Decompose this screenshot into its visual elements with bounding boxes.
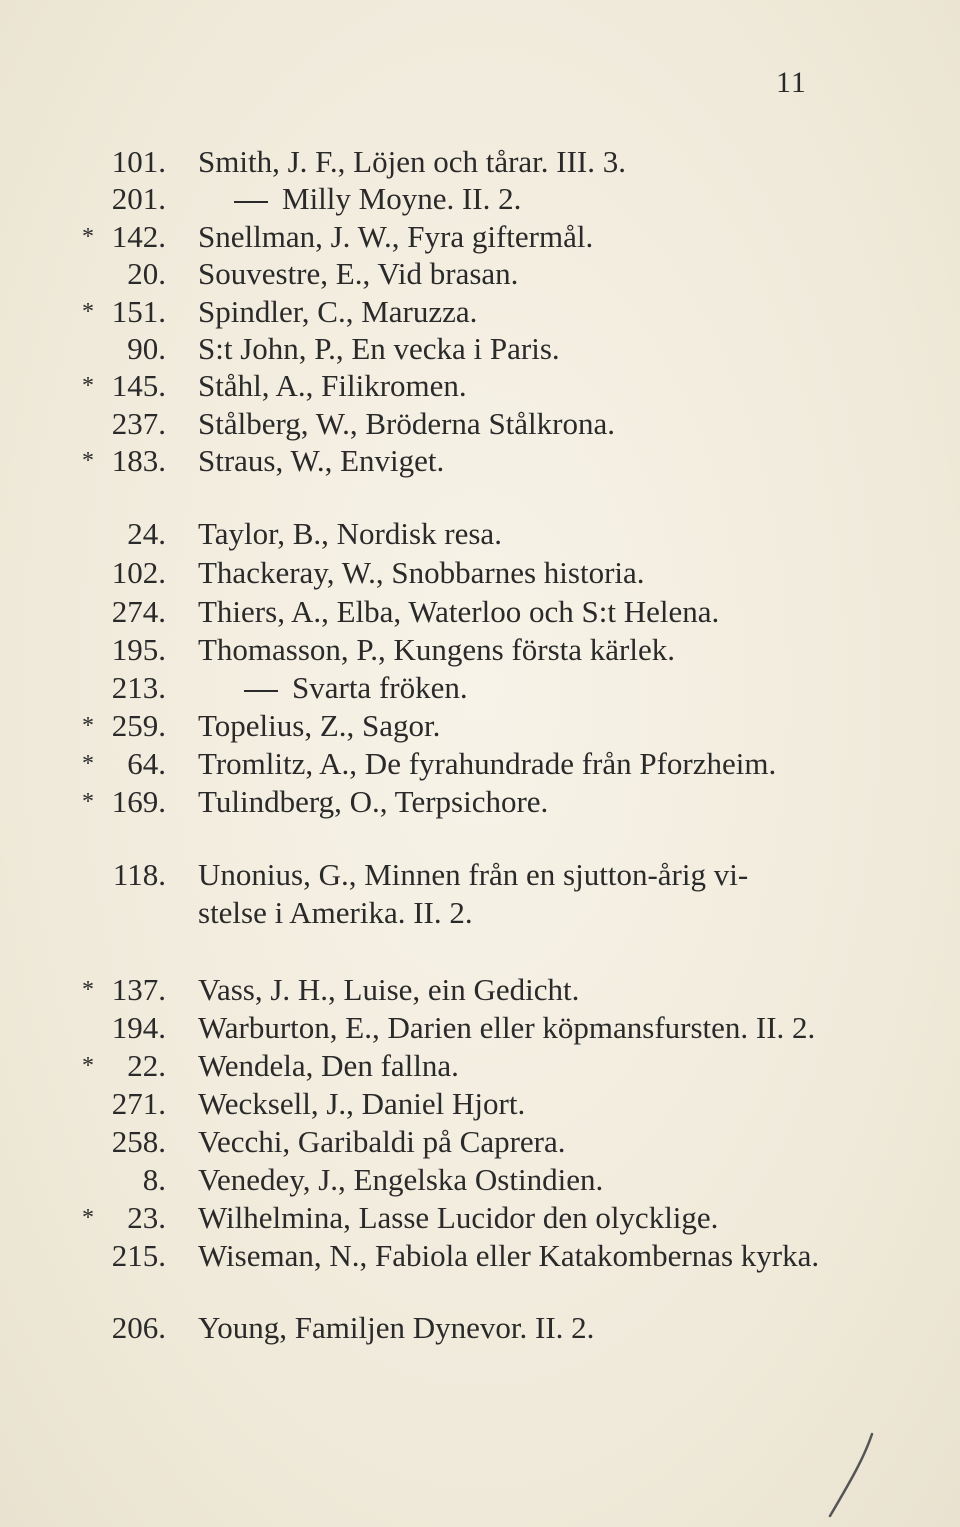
entry-text: Stålberg, W., Bröderna Stålkrona. bbox=[198, 406, 616, 441]
entry-number: 64. bbox=[127, 746, 166, 781]
entry-text: Unonius, G., Minnen från en sjutton-årig vi- bbox=[198, 857, 749, 892]
entry-number: 274. bbox=[111, 594, 166, 629]
ditto-dash bbox=[234, 201, 268, 203]
entry-text: Svarta fröken. bbox=[292, 670, 468, 705]
asterisk-mark: * bbox=[82, 751, 94, 777]
asterisk-mark: * bbox=[82, 977, 94, 1003]
asterisk-mark: * bbox=[82, 299, 94, 325]
entry-number: 201. bbox=[111, 181, 166, 216]
ditto-dash bbox=[244, 690, 278, 692]
entry-number: 118. bbox=[112, 857, 166, 892]
entry-number: 20. bbox=[127, 256, 166, 291]
entry-text: Wendela, Den fallna. bbox=[198, 1048, 459, 1083]
asterisk-mark: * bbox=[82, 1205, 94, 1231]
entry-text: Snellman, J. W., Fyra giftermål. bbox=[198, 219, 594, 254]
entry-number: 271. bbox=[111, 1086, 166, 1121]
entry-number: 24. bbox=[127, 516, 166, 551]
entry-number: 195. bbox=[111, 632, 166, 667]
asterisk-mark: * bbox=[82, 713, 94, 739]
asterisk-mark: * bbox=[82, 448, 94, 474]
entry-number: 90. bbox=[127, 331, 166, 366]
entry-text: Young, Familjen Dynevor. II. 2. bbox=[198, 1310, 595, 1345]
entry-continuation: stelse i Amerika. II. 2. bbox=[198, 895, 473, 930]
page-number: 11 bbox=[776, 66, 807, 99]
entry-text: Taylor, B., Nordisk resa. bbox=[198, 516, 502, 551]
entry-number: 151. bbox=[111, 294, 166, 329]
entry-text: Vass, J. H., Luise, ein Gedicht. bbox=[198, 972, 580, 1007]
pencil-slash-mark bbox=[820, 1430, 880, 1520]
asterisk-mark: * bbox=[82, 789, 94, 815]
entry-text: Smith, J. F., Löjen och tårar. III. 3. bbox=[198, 144, 627, 179]
entry-number: 142. bbox=[111, 219, 166, 254]
entry-number: 8. bbox=[142, 1162, 166, 1197]
asterisk-mark: * bbox=[82, 224, 94, 250]
entry-text: Milly Moyne. II. 2. bbox=[282, 181, 522, 216]
entry-number: 23. bbox=[127, 1200, 166, 1235]
entry-text: Wilhelmina, Lasse Lucidor den olycklige. bbox=[198, 1200, 719, 1235]
entry-text: Spindler, C., Maruzza. bbox=[198, 294, 478, 329]
entry-number: 215. bbox=[111, 1238, 166, 1273]
entry-number: 259. bbox=[111, 708, 166, 743]
entry-text: Thackeray, W., Snobbarnes historia. bbox=[198, 555, 645, 590]
entry-number: 194. bbox=[111, 1010, 166, 1045]
entry-number: 183. bbox=[111, 443, 166, 478]
entry-number: 258. bbox=[111, 1124, 166, 1159]
entry-text: Vecchi, Garibaldi på Caprera. bbox=[198, 1124, 566, 1159]
entry-text: Tromlitz, A., De fyrahundrade från Pforzheim. bbox=[198, 746, 777, 781]
entry-number: 137. bbox=[111, 972, 166, 1007]
entry-number: 22. bbox=[127, 1048, 166, 1083]
entry-text: Topelius, Z., Sagor. bbox=[198, 708, 441, 743]
entry-text: Ståhl, A., Filikromen. bbox=[198, 368, 467, 403]
entry-text: Wiseman, N., Fabiola eller Katakombernas kyrka. bbox=[198, 1238, 820, 1273]
asterisk-mark: * bbox=[82, 1053, 94, 1079]
entry-text: Warburton, E., Darien eller köpmansfursten. II. 2. bbox=[198, 1010, 816, 1045]
entry-number: 206. bbox=[111, 1310, 166, 1345]
entry-text: S:t John, P., En vecka i Paris. bbox=[198, 331, 560, 366]
entry-text: Wecksell, J., Daniel Hjort. bbox=[198, 1086, 526, 1121]
asterisk-mark: * bbox=[82, 373, 94, 399]
entry-text: Souvestre, E., Vid brasan. bbox=[198, 256, 519, 291]
entry-text: Tulindberg, O., Terpsichore. bbox=[198, 784, 549, 819]
entry-number: 102. bbox=[111, 555, 166, 590]
entry-number: 101. bbox=[111, 144, 166, 179]
entry-text: Thiers, A., Elba, Waterloo och S:t Helena. bbox=[198, 594, 720, 629]
entry-number: 237. bbox=[111, 406, 166, 441]
entry-text: Thomasson, P., Kungens första kärlek. bbox=[198, 632, 675, 667]
entry-number: 145. bbox=[111, 368, 166, 403]
entry-number: 169. bbox=[111, 784, 166, 819]
entry-text: Venedey, J., Engelska Ostindien. bbox=[198, 1162, 604, 1197]
entry-number: 213. bbox=[111, 670, 166, 705]
entry-text: Straus, W., Enviget. bbox=[198, 443, 445, 478]
